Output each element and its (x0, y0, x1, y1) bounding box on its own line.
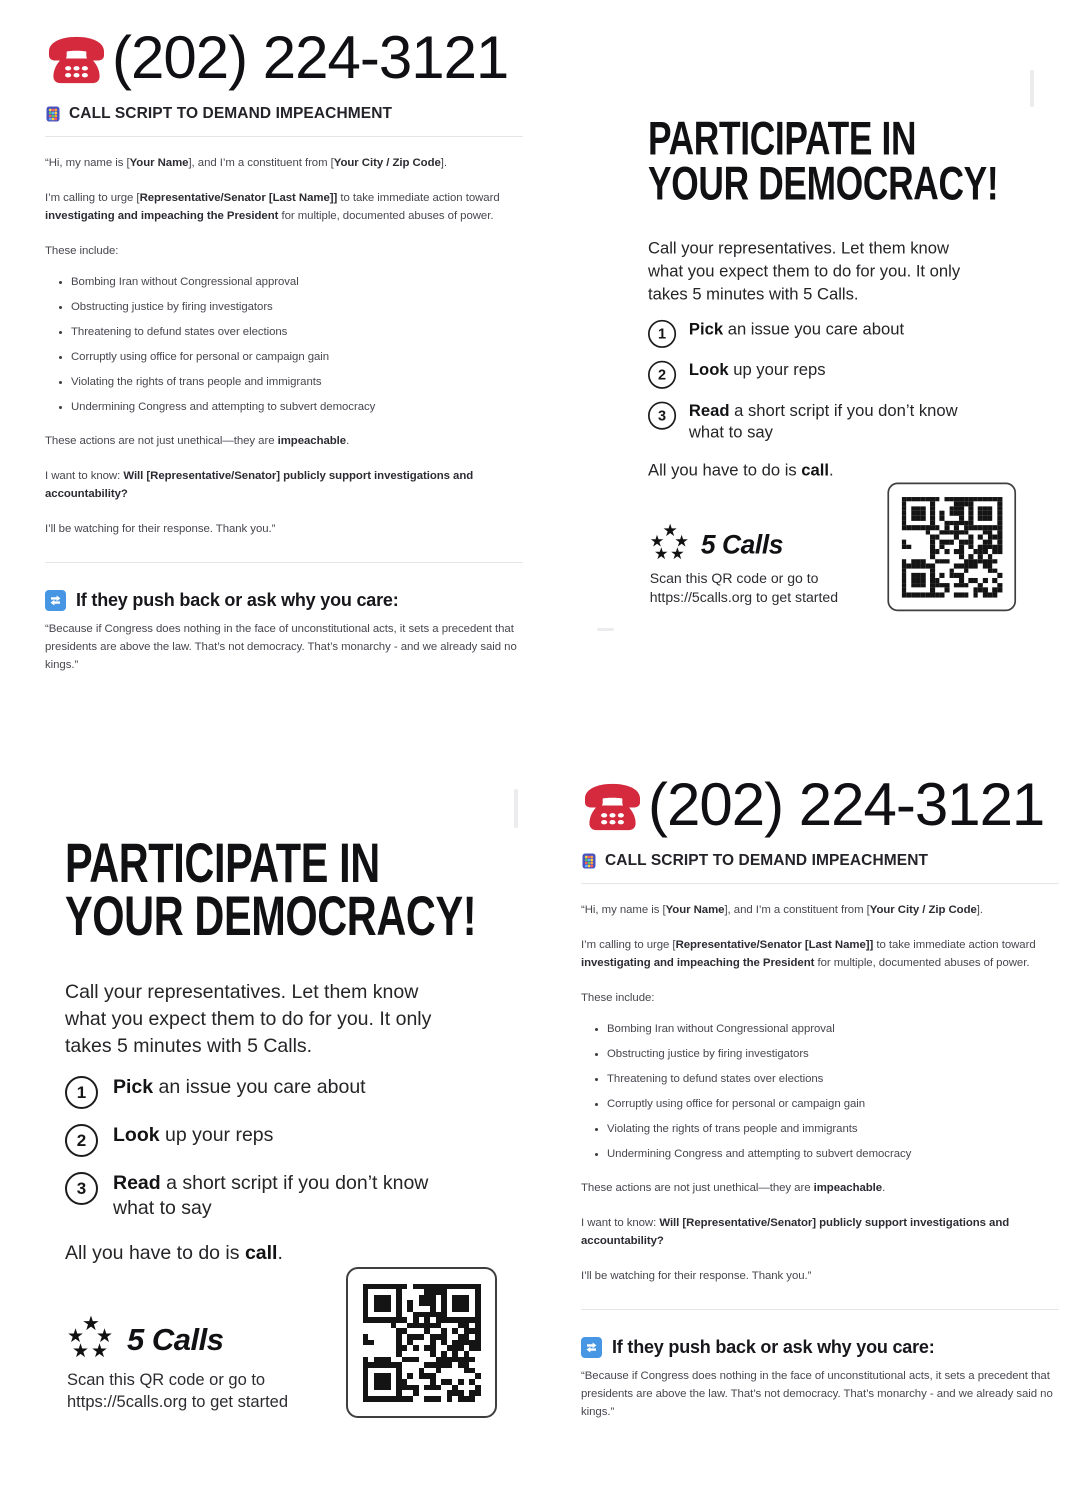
poster-intro: Call your representatives. Let them know what you expect them to do for you. It only takes 5 minutes with 5 Calls. (648, 238, 961, 304)
pushback-heading-row (45, 590, 523, 611)
step-text: Read a short script if you don’t know what to say (113, 1172, 429, 1219)
step-number-circle: 2 (648, 361, 676, 389)
divider (45, 562, 523, 563)
brand-name: 5 Calls (127, 1322, 224, 1357)
phone-number-row (581, 771, 1059, 838)
script-paragraph-urge: I’m calling to urge [Representative/Senator [Last Name]] to take immediate action toward investigating and impeaching the President for multiple, documented abuses of power. (45, 192, 500, 223)
step-1 (65, 1075, 565, 1109)
script-paragraph-urge: I’m calling to urge [Representative/Senator [Last Name]] to take immediate action toward investigating and impeaching the President for multiple, documented abuses of power. (581, 939, 1036, 970)
scan-instructions (650, 570, 838, 607)
script-paragraph-impeachable: These actions are not just unethical—they are impeachable. (581, 1181, 886, 1194)
step-3 (648, 401, 1074, 443)
poster-title-line1: PARTICIPATE IN (65, 831, 380, 894)
divider (581, 1309, 1059, 1310)
script-heading: CALL SCRIPT TO DEMAND IMPEACHMENT (69, 105, 393, 122)
divider (45, 136, 523, 137)
script-paragraph-closing: I’ll be watching for their response. Thank you.” (45, 522, 276, 535)
five-calls-logo (67, 1311, 224, 1364)
script-paragraph-closing: I’ll be watching for their response. Thank you.” (581, 1269, 812, 1282)
democracy-poster-bottom-left (65, 818, 565, 1443)
red-telephone-icon (581, 777, 644, 834)
poster-title (65, 818, 565, 947)
democracy-poster-top-right (648, 100, 1074, 633)
red-telephone-icon (45, 30, 108, 87)
five-calls-url: https://5calls.org to get started (67, 1392, 289, 1411)
step-number-circle: 1 (648, 320, 676, 348)
list-item: • Obstructing justice by firing investigators (607, 1047, 1059, 1062)
phone-number: (202) 224-3121 (112, 24, 509, 91)
five-stars-logo-icon: ★ ★ ★ ★ ★ (67, 1311, 114, 1362)
list-item: • Violating the rights of trans people and immigrants (607, 1122, 1059, 1137)
step-number-circle: 3 (65, 1172, 98, 1205)
pushback-heading: If they push back or ask why you care: (612, 1336, 935, 1357)
list-item: • Bombing Iran without Congressional approval (71, 275, 523, 290)
script-heading: CALL SCRIPT TO DEMAND IMPEACHMENT (605, 852, 929, 869)
poster-title-line2: YOUR DEMOCRACY! (65, 884, 477, 947)
script-paragraph-question: I want to know: Will [Representative/Senator] publicly support investigations and accountability? (45, 469, 474, 500)
script-paragraph-question: I want to know: Will [Representative/Senator] publicly support investigations and accountability? (581, 1216, 1010, 1247)
list-item: • Violating the rights of trans people and immigrants (71, 375, 523, 390)
qr-code-modules (901, 497, 1002, 598)
list-item: • Threatening to defund states over elections (607, 1072, 1059, 1087)
poster-call-line: All you have to do is call. (648, 461, 834, 481)
step-1 (648, 319, 1074, 348)
qr-code (346, 1267, 497, 1418)
poster-steps (648, 319, 1074, 442)
scrollbar-artifact (1030, 70, 1034, 107)
list-item: • Undermining Congress and attempting to subvert democracy (607, 1147, 1059, 1162)
qr-code (887, 483, 1016, 612)
script-heading-row (45, 105, 523, 123)
brand-name: 5 Calls (700, 529, 784, 560)
call-script-card-top-left (45, 24, 523, 674)
five-calls-logo (649, 520, 784, 565)
step-text: Pick an issue you care about (688, 320, 905, 339)
poster-title-line1: PARTICIPATE IN (648, 111, 917, 165)
step-number-circle: 1 (65, 1076, 98, 1109)
poster-title (648, 100, 1074, 210)
step-2 (65, 1123, 565, 1157)
script-paragraph-include: These include: (45, 245, 119, 258)
repeat-arrows-icon (581, 1337, 602, 1358)
crop-mark-artifact (597, 628, 614, 631)
divider (581, 883, 1059, 884)
scan-line1: Scan this QR code or go to (67, 1371, 266, 1389)
list-item: • Corruptly using office for personal or campaign gain (71, 350, 523, 365)
grievance-list (53, 275, 523, 415)
step-number-circle: 3 (648, 402, 676, 430)
scan-line1: Scan this QR code or go to (649, 571, 819, 587)
grievance-list (589, 1022, 1059, 1162)
script-paragraph-intro: “Hi, my name is [Your Name], and I’m a constituent from [Your City / Zip Code]. (45, 157, 447, 169)
five-calls-url: https://5calls.org to get started (649, 589, 839, 606)
poster-title-line2: YOUR DEMOCRACY! (648, 156, 999, 210)
pushback-quote: “Because if Congress does nothing in the face of unconstitutional acts, it sets a precedent that presidents are above the law. That’s not democracy. That’s monarchy - and we already said no kings.” (45, 622, 517, 671)
list-item: • Obstructing justice by firing investigators (71, 300, 523, 315)
qr-code-modules (363, 1284, 481, 1402)
five-stars-logo-icon: ★ ★ ★ ★ ★ (649, 520, 689, 564)
script-paragraph-intro: “Hi, my name is [Your Name], and I’m a constituent from [Your City / Zip Code]. (581, 904, 983, 916)
script-paragraph-include: These include: (581, 992, 655, 1005)
script-heading-row (581, 852, 1059, 870)
step-text: Read a short script if you don’t know what to say (688, 401, 958, 442)
step-text: Look up your reps (688, 360, 826, 380)
keypad-icon (581, 853, 597, 869)
step-2 (648, 360, 1074, 389)
list-item: • Threatening to defund states over elections (71, 325, 523, 340)
poster-intro: Call your representatives. Let them know what you expect them to do for you. It only takes 5 minutes with 5 Calls. (65, 981, 432, 1058)
repeat-arrows-icon (45, 590, 66, 611)
pushback-heading: If they push back or ask why you care: (76, 589, 399, 610)
keypad-icon (45, 106, 61, 122)
script-paragraph-impeachable: These actions are not just unethical—they are impeachable. (45, 434, 350, 447)
phone-number: (202) 224-3121 (648, 771, 1045, 838)
call-script-card-bottom-right (581, 771, 1059, 1421)
list-item: • Undermining Congress and attempting to subvert democracy (71, 400, 523, 415)
scrollbar-artifact (514, 789, 518, 828)
step-3 (65, 1171, 565, 1220)
step-text: Look up your reps (113, 1124, 274, 1147)
list-item: • Bombing Iran without Congressional approval (607, 1022, 1059, 1037)
scan-instructions (67, 1370, 288, 1414)
phone-number-row (45, 24, 523, 91)
poster-call-line: All you have to do is call. (65, 1242, 283, 1265)
pushback-heading-row (581, 1337, 1059, 1358)
list-item: • Corruptly using office for personal or campaign gain (607, 1097, 1059, 1112)
poster-steps (65, 1075, 565, 1220)
step-text: Pick an issue you care about (113, 1076, 366, 1099)
step-number-circle: 2 (65, 1124, 98, 1157)
pushback-quote: “Because if Congress does nothing in the face of unconstitutional acts, it sets a precedent that presidents are above the law. That’s not democracy. That’s monarchy - and we already said no kings.” (581, 1369, 1053, 1418)
